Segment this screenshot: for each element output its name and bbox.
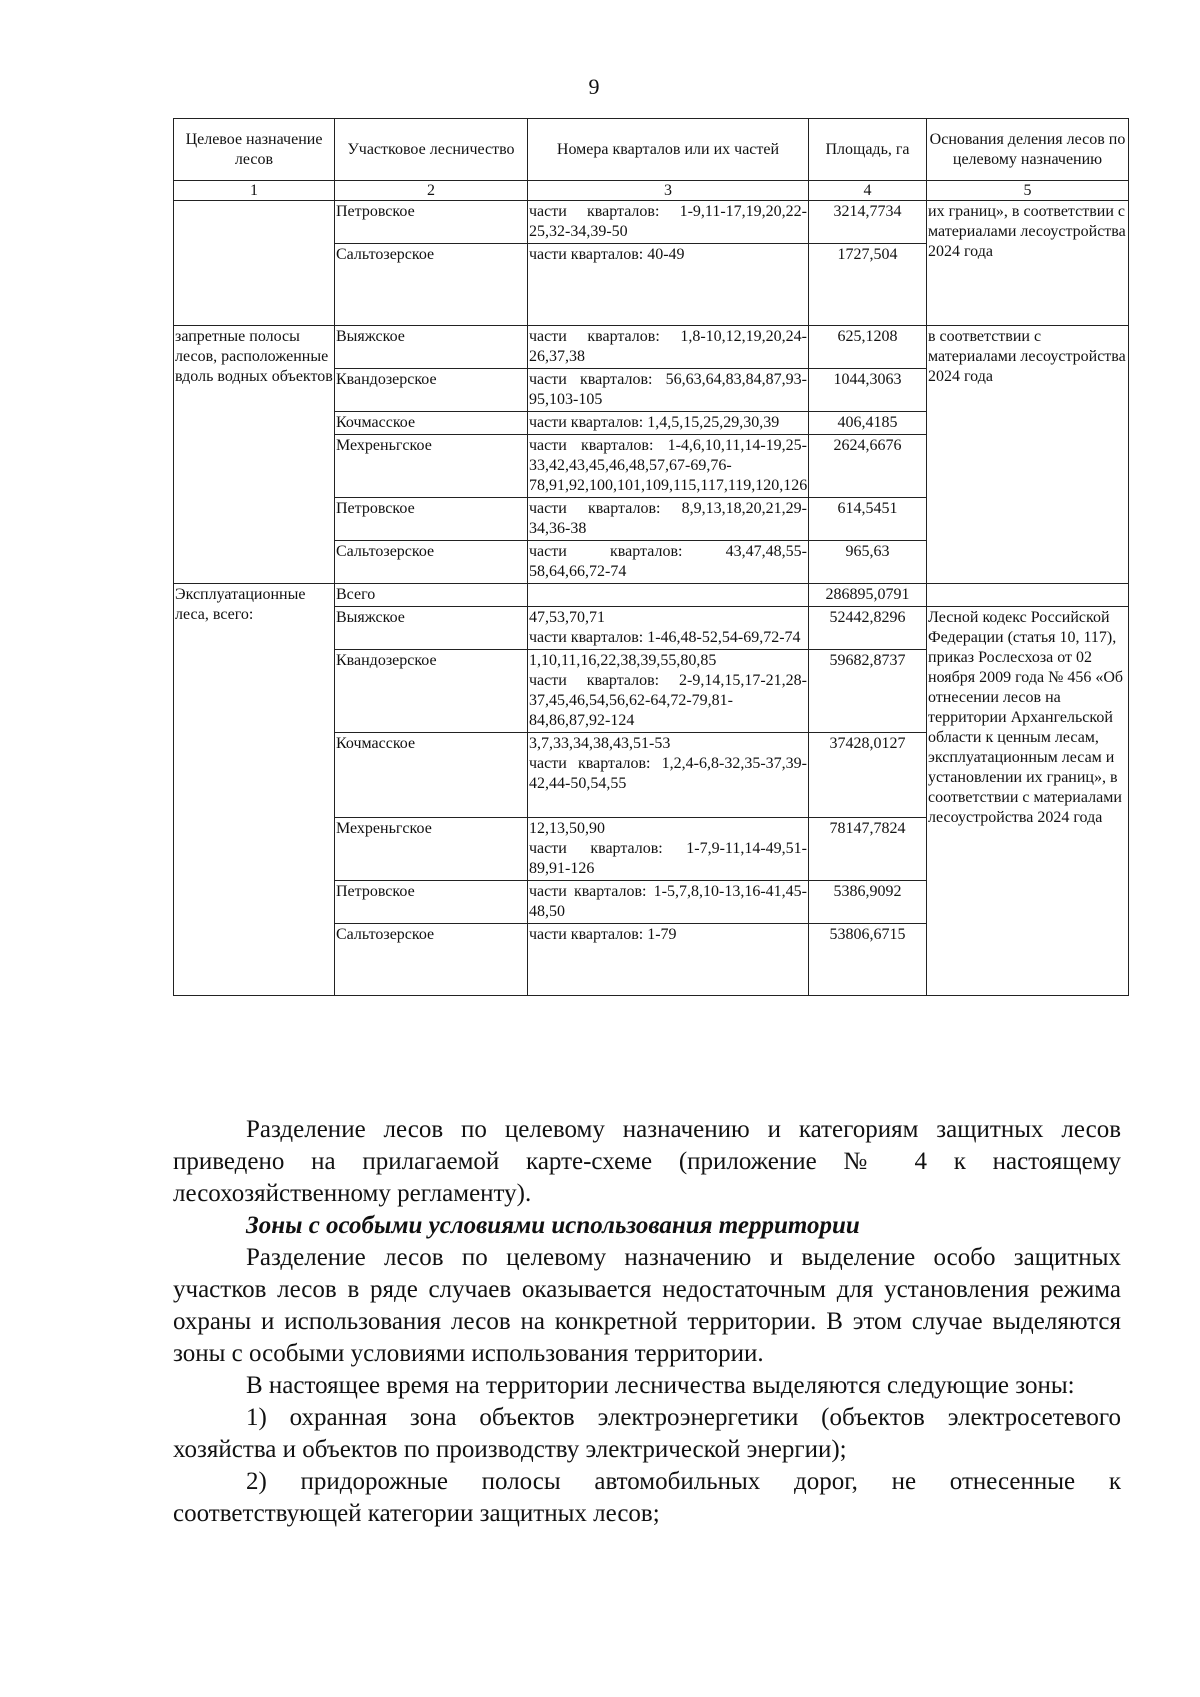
area-value: 406,4185 — [809, 412, 927, 435]
quarters-cell: части кварталов: 8,9,13,18,20,21,29-34,36-38 — [528, 498, 809, 541]
total-area-value: 286895,0791 — [809, 584, 927, 607]
header-area: Площадь, га — [809, 119, 927, 181]
total-label: Всего — [335, 584, 528, 607]
quarters-cell: части кварталов: 40-49 — [528, 244, 809, 326]
forestry-name: Петровское — [335, 881, 528, 924]
col-number: 5 — [927, 181, 1129, 201]
forestry-name: Мехреньгское — [335, 435, 528, 498]
page-number: 9 — [588, 74, 600, 99]
area-value: 5386,9092 — [809, 881, 927, 924]
paragraph: Разделение лесов по целевому назначению и категориям защитных лесов приведено на прилагаемой карте-схеме (приложение № 4 к настоящему лесохозяйственному регламенту). — [173, 1116, 1121, 1207]
basis-cell: Лесной кодекс Российской Федерации (статья 10, 117), приказ Рослесхоза от 02 ноября 2009 года № 456 «Об отнесении лесов на территории Архангельской области к ценным лесам, эксплуатационным лесам и установлении их границ», в соответствии с материалами лесоустройства 2024 года — [927, 607, 1129, 996]
header-basis: Основания деления лесов по целевому назначению — [927, 119, 1129, 181]
forestry-name: Петровское — [335, 498, 528, 541]
area-value: 52442,8296 — [809, 607, 927, 650]
list-item: 2) придорожные полосы автомобильных дорог, не отнесенные к соответствующей категории защитных лесов; — [173, 1468, 1121, 1527]
area-value: 1727,504 — [809, 244, 927, 326]
forestry-name: Сальтозерское — [335, 541, 528, 584]
quarters-cell: части кварталов: 56,63,64,83,84,87,93-95,103-105 — [528, 369, 809, 412]
quarters-cell: части кварталов: 1-79 — [528, 924, 809, 996]
quarters-cell: 1,10,11,16,22,38,39,55,80,85 части кварталов: 2-9,14,15,17-21,28-37,45,46,54,56,62-64,72-79,81-84,86,87,92-124 — [528, 650, 809, 733]
forestry-name: Мехреньгское — [335, 818, 528, 881]
forestry-name: Кочмасское — [335, 733, 528, 818]
basis-cell: в соответствии с материалами лесоустройства 2024 года — [927, 326, 1129, 584]
col-number: 1 — [174, 181, 335, 201]
forestry-name: Кочмасское — [335, 412, 528, 435]
header-quarters: Номера кварталов или их частей — [528, 119, 809, 181]
forest-purpose-table — [173, 118, 1129, 996]
area-value: 625,1208 — [809, 326, 927, 369]
quarters-cell: 12,13,50,90 части кварталов: 1-7,9-11,14-49,51-89,91-126 — [528, 818, 809, 881]
body-text — [173, 1114, 1121, 1530]
forestry-name: Выяжское — [335, 326, 528, 369]
area-value: 53806,6715 — [809, 924, 927, 996]
area-value: 78147,7824 — [809, 818, 927, 881]
quarters-cell: части кварталов: 1-9,11-17,19,20,22-25,32-34,39-50 — [528, 201, 809, 244]
paragraph: Разделение лесов по целевому назначению и выделение особо защитных участков лесов в ряде случаев оказывается недостаточным для установления режима охраны и использования лесов на конкретной территории. В этом случае выделяются зоны с особыми условиями использования территории. — [173, 1244, 1121, 1367]
quarters-cell: части кварталов: 1,8-10,12,19,20,24-26,37,38 — [528, 326, 809, 369]
area-value: 2624,6676 — [809, 435, 927, 498]
quarters-cell: части кварталов: 1-4,6,10,11,14-19,25-33,42,43,45,46,48,57,67-69,76-78,91,92,100,101,109,115,117,119,120,126 — [528, 435, 809, 498]
col-number: 4 — [809, 181, 927, 201]
quarters-cell: 3,7,33,34,38,43,51-53 части кварталов: 1,2,4-6,8-32,35-37,39-42,44-50,54,55 — [528, 733, 809, 818]
area-value: 37428,0127 — [809, 733, 927, 818]
purpose-cell: Эксплуатационные леса, всего: — [174, 584, 335, 996]
purpose-cell: запретные полосы лесов, расположенные вдоль водных объектов — [174, 326, 335, 584]
col-number: 3 — [528, 181, 809, 201]
area-value: 965,63 — [809, 541, 927, 584]
basis-cell — [927, 584, 1129, 607]
area-value: 1044,3063 — [809, 369, 927, 412]
forestry-name: Петровское — [335, 201, 528, 244]
section-heading: Зоны с особыми условиями использования территории — [246, 1212, 860, 1239]
forestry-name: Квандозерское — [335, 650, 528, 733]
forestry-name: Выяжское — [335, 607, 528, 650]
area-value: 614,5451 — [809, 498, 927, 541]
area-value: 59682,8737 — [809, 650, 927, 733]
header-purpose: Целевое назначение лесов — [174, 119, 335, 181]
area-value: 3214,7734 — [809, 201, 927, 244]
quarters-cell — [528, 584, 809, 607]
quarters-cell: части кварталов: 1,4,5,15,25,29,30,39 — [528, 412, 809, 435]
purpose-cell — [174, 201, 335, 326]
quarters-cell: части кварталов: 1-5,7,8,10-13,16-41,45-48,50 — [528, 881, 809, 924]
header-forestry: Участковое лесничество — [335, 119, 528, 181]
paragraph: В настоящее время на территории лесничества выделяются следующие зоны: — [246, 1372, 1075, 1399]
forestry-name: Квандозерское — [335, 369, 528, 412]
list-item: 1) охранная зона объектов электроэнергетики (объектов электросетевого хозяйства и объектов по производству электрической энергии); — [173, 1404, 1121, 1463]
quarters-cell: 47,53,70,71 части кварталов: 1-46,48-52,54-69,72-74 — [528, 607, 809, 650]
col-number: 2 — [335, 181, 528, 201]
forestry-name: Сальтозерское — [335, 924, 528, 996]
basis-cell: их границ», в соответствии с материалами лесоустройства 2024 года — [927, 201, 1129, 326]
quarters-cell: части кварталов: 43,47,48,55-58,64,66,72-74 — [528, 541, 809, 584]
forestry-name: Сальтозерское — [335, 244, 528, 326]
